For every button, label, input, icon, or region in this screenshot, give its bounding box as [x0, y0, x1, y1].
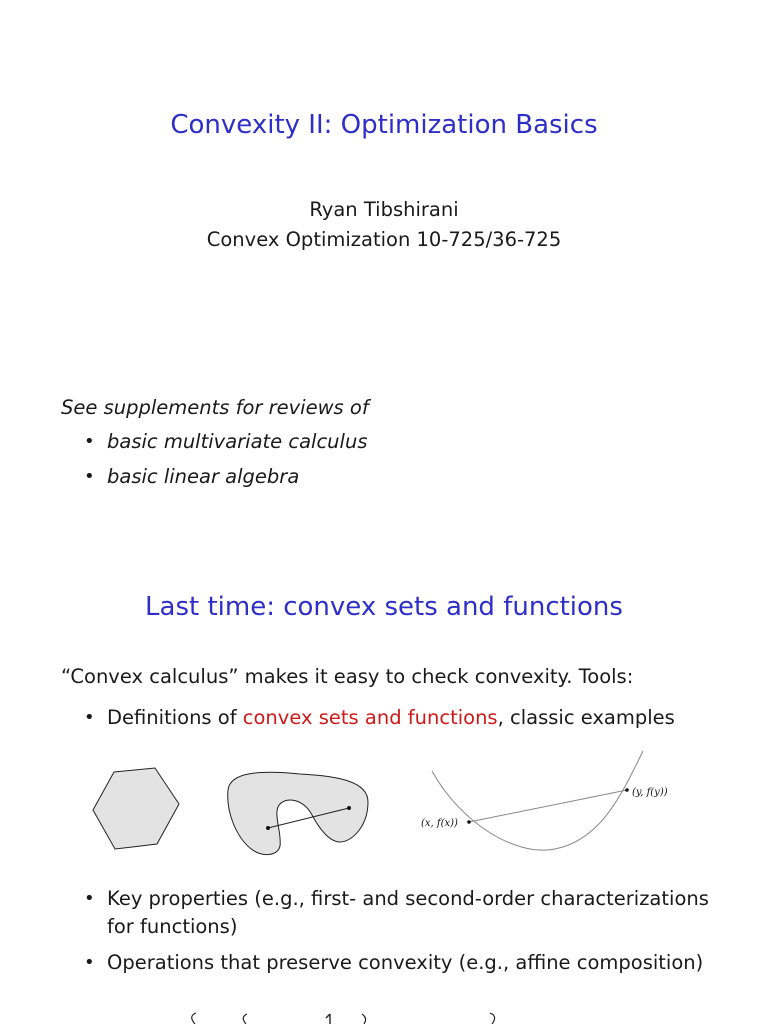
- bullet-definitions: [107, 706, 675, 729]
- bullet-operations: Operations that preserve convexity (e.g., affine composition): [107, 951, 704, 974]
- bullet-dot-icon: •: [84, 466, 95, 487]
- label-y-fy: (y, f(y)): [632, 787, 668, 798]
- bullet-key-properties-line2: for functions): [107, 915, 238, 938]
- slide1-author: Ryan Tibshirani: [309, 198, 459, 221]
- bullet-definitions-prefix: Definitions of: [107, 706, 243, 729]
- bullet-dot-icon: •: [84, 952, 95, 973]
- bullet-dot-icon: •: [84, 707, 95, 728]
- convexity-figure: [0, 740, 768, 870]
- supplements-intro: See supplements for reviews of: [61, 396, 369, 419]
- chord-line: [469, 790, 627, 822]
- supplement-item: basic multivariate calculus: [107, 430, 368, 453]
- supplement-item: basic linear algebra: [107, 465, 300, 488]
- convex-function-curve: [432, 751, 643, 850]
- slide1-course: Convex Optimization 10-725/36-725: [206, 228, 562, 251]
- chord-endpoint-left: [467, 820, 471, 824]
- segment-endpoint: [347, 806, 351, 810]
- segment-endpoint: [266, 826, 270, 830]
- label-x-fx: (x, f(x)): [421, 818, 458, 829]
- slide1-title: Convexity II: Optimization Basics: [170, 110, 598, 140]
- cutoff-equation-fragment: [0, 1010, 768, 1024]
- nonconvex-set-shape: [228, 772, 368, 854]
- bullet-definitions-highlight: convex sets and functions: [242, 706, 498, 729]
- bullet-definitions-suffix: , classic examples: [497, 706, 675, 729]
- bullet-key-properties-line1: Key properties (e.g., first- and second-order characterizations: [107, 887, 709, 910]
- chord-endpoint-right: [625, 788, 629, 792]
- slide2-title: Last time: convex sets and functions: [145, 592, 623, 622]
- hexagon-convex-set: [93, 768, 179, 849]
- slide2-intro: “Convex calculus” makes it easy to check convexity. Tools:: [61, 665, 634, 688]
- bullet-dot-icon: •: [84, 888, 95, 909]
- bullet-dot-icon: •: [84, 431, 95, 452]
